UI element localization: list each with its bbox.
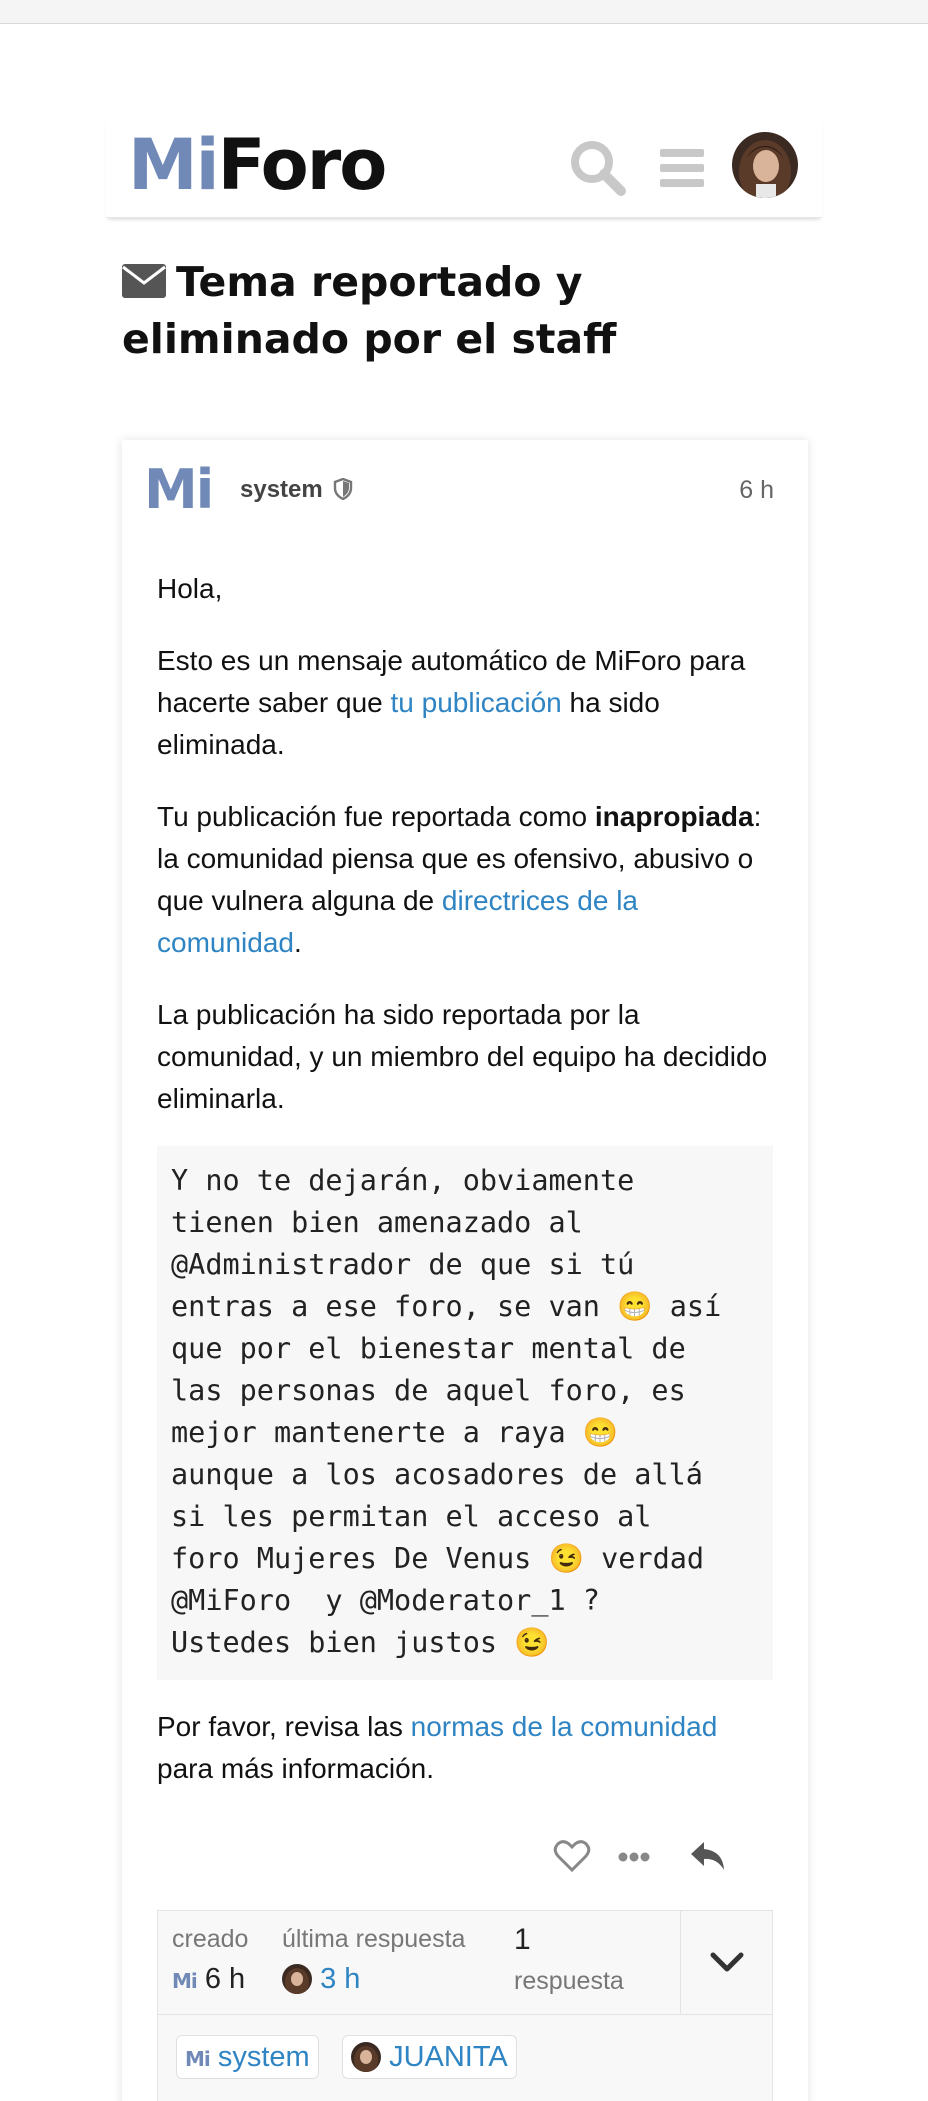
chevron-down-icon — [707, 1945, 747, 1986]
reply-icon[interactable] — [688, 1836, 728, 1876]
envelope-icon — [122, 256, 166, 290]
logo-foro: Foro — [217, 124, 386, 206]
closing-text: Por favor, revisa las — [157, 1711, 411, 1742]
participant-avatar — [351, 2042, 381, 2072]
logo-mi: Mi — [128, 124, 218, 206]
p2-text-mid: : la comunidad piensa que es ofensivo, abusivo o que vulnera alguna de — [157, 801, 762, 916]
shield-icon — [333, 478, 353, 500]
participant-avatar: Mi — [185, 2047, 210, 2071]
topic-map-toggle[interactable] — [680, 1911, 772, 2015]
replies-label: respuesta — [514, 1967, 624, 1995]
p2-text: Tu publicación fue reportada como — [157, 801, 595, 832]
participant-chip[interactable] — [342, 2035, 517, 2079]
created-info[interactable] — [172, 1963, 245, 1996]
p1-text-end: ha sido eliminada. — [157, 687, 660, 760]
search-icon[interactable] — [566, 136, 630, 200]
p2-bold: inapropiada — [594, 801, 754, 832]
post-link[interactable]: tu publicación — [390, 687, 562, 718]
hamburger-menu-icon[interactable] — [646, 136, 710, 200]
browser-top-strip — [0, 0, 928, 24]
post-closing — [157, 1706, 779, 1790]
participant-chip[interactable] — [176, 2035, 319, 2079]
created-avatar: Mi — [172, 1969, 197, 1993]
last-reply-time[interactable]: 3 h — [320, 1963, 361, 1995]
participant-name: system — [217, 2041, 310, 2073]
topic-map — [157, 1910, 773, 2101]
last-reply-avatar — [282, 1964, 312, 1994]
more-icon[interactable] — [614, 1836, 654, 1876]
site-logo[interactable] — [128, 122, 385, 208]
post — [122, 440, 808, 2101]
post-author[interactable] — [240, 476, 353, 504]
post-actions — [552, 1836, 752, 1876]
post-author-avatar[interactable]: Mi — [144, 458, 213, 521]
post-greeting: Hola, — [157, 573, 223, 604]
topic-title — [122, 254, 822, 368]
topic-title-area — [122, 254, 822, 368]
quoted-post — [157, 1146, 773, 1680]
site-header — [106, 120, 822, 218]
last-reply-info[interactable] — [282, 1963, 360, 1996]
community-rules-link[interactable]: normas de la comunidad — [410, 1711, 718, 1742]
post-author-name[interactable]: system — [240, 476, 323, 503]
guidelines-link[interactable]: directrices de la comunidad — [157, 885, 638, 958]
topic-title-text: Tema reportado y eliminado por el staff — [122, 258, 617, 363]
post-body — [157, 568, 779, 1150]
created-label: creado — [172, 1925, 249, 1953]
heart-icon[interactable] — [552, 1836, 592, 1876]
quoted-post-text: Y no te dejarán, obviamente tienen bien amenazado al @Administrador de que si tú entras a ese foro, se van 😁 así que por el bienestar mental de las personas de aquel foro, es mejor mantenerte a raya 😁 aunque a los acosadores de allá si les permitan el acceso al foro Mujeres De Venus 😉 verdad @MiForo y @Moderator_1 ? Ustedes bien justos 😉 — [171, 1164, 722, 1659]
closing-text-end: para más información. — [157, 1753, 435, 1784]
last-reply-label: última respuesta — [282, 1925, 466, 1953]
replies-count: 1 — [514, 1923, 531, 1956]
topic-map-summary — [158, 1911, 772, 2015]
user-avatar[interactable] — [732, 132, 798, 198]
post-paragraph-1 — [157, 640, 779, 766]
participant-name: JUANITA — [389, 2041, 508, 2073]
created-time: 6 h — [204, 1963, 246, 1995]
post-paragraph-2 — [157, 796, 779, 964]
post-paragraph-3: La publicación ha sido reportada por la comunidad, y un miembro del equipo ha decidido eliminarla. — [157, 999, 768, 1114]
post-time[interactable]: 6 h — [739, 476, 774, 504]
p2-text-end: . — [293, 927, 302, 958]
p1-text: Esto es un mensaje automático de MiForo para hacerte saber que — [157, 645, 746, 718]
